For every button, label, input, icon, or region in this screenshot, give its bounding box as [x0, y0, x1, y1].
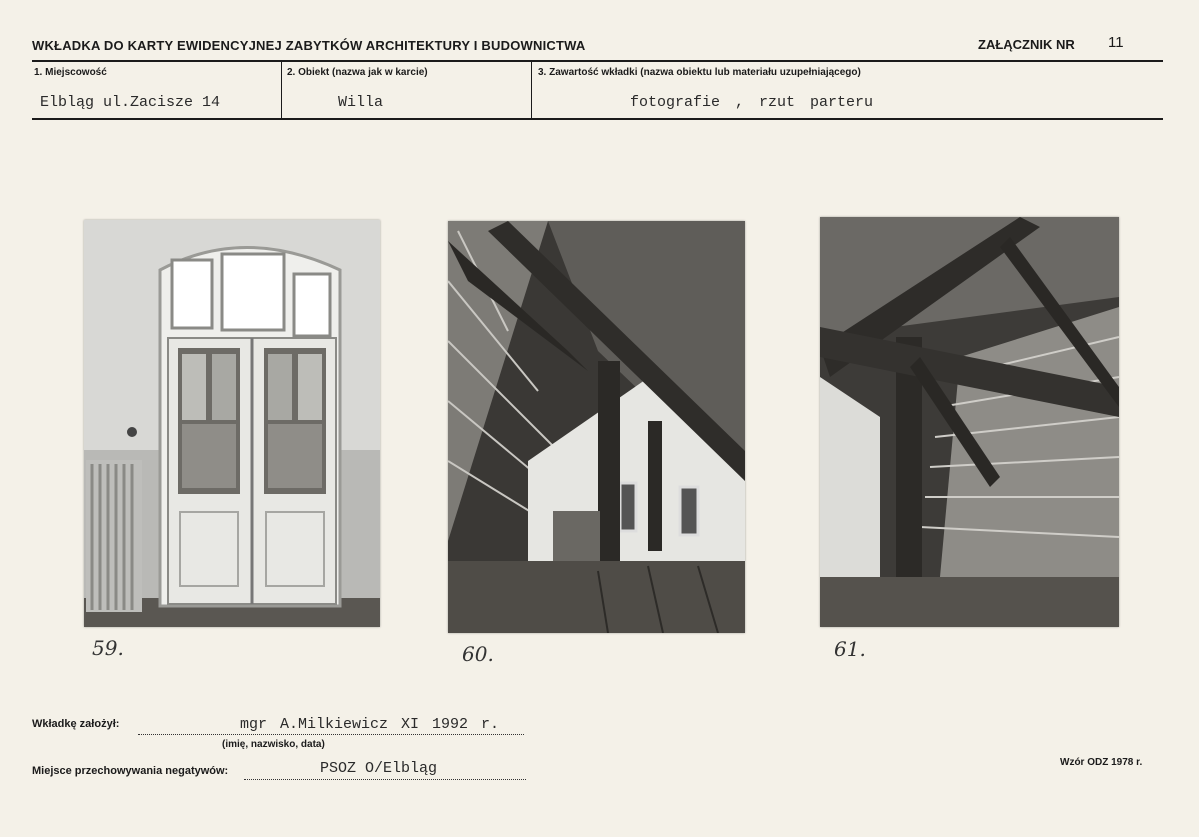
attic-image-1	[448, 221, 745, 633]
content-value: fotografie , rzut parteru	[630, 94, 874, 111]
place-value: Elbląg ul.Zacisze 14	[40, 94, 221, 111]
field-divider-2	[531, 62, 532, 119]
photo-59	[84, 220, 380, 627]
attic-image-2	[820, 217, 1119, 627]
place-label: 1. Miejscowość	[34, 67, 107, 78]
form-note: Wzór ODZ 1978 r.	[1060, 757, 1143, 768]
photo-61-number: 61.	[834, 637, 866, 661]
storage-value: PSOZ O/Elbląg	[320, 760, 438, 777]
form-title: WKŁADKA DO KARTY EWIDENCYJNEJ ZABYTKÓW ARCHITEKTURY I BUDOWNICTWA	[32, 38, 586, 53]
author-label: Wkładkę założył:	[32, 718, 120, 730]
object-value: Willa	[338, 94, 384, 111]
content-label: 3. Zawartość wkładki (nazwa obiektu lub materiału uzupełniającego)	[538, 67, 861, 78]
photo-61	[820, 217, 1119, 627]
door-image	[84, 220, 380, 627]
header-rule	[32, 60, 1163, 62]
author-dotted-line	[138, 734, 524, 735]
author-hint: (imię, nazwisko, data)	[222, 739, 325, 750]
photo-60	[448, 221, 745, 633]
photo-60-number: 60.	[462, 642, 494, 666]
storage-dotted-line	[244, 779, 526, 780]
photo-59-number: 59.	[92, 636, 124, 660]
author-value: mgr A.Milkiewicz XI 1992 r.	[240, 716, 500, 733]
annex-number: 11	[1108, 34, 1124, 51]
object-label: 2. Obiekt (nazwa jak w karcie)	[287, 67, 428, 78]
storage-label: Miejsce przechowywania negatywów:	[32, 765, 229, 777]
field-divider-1	[281, 62, 282, 119]
fields-rule	[32, 118, 1163, 120]
annex-label: ZAŁĄCZNIK NR	[978, 37, 1075, 52]
